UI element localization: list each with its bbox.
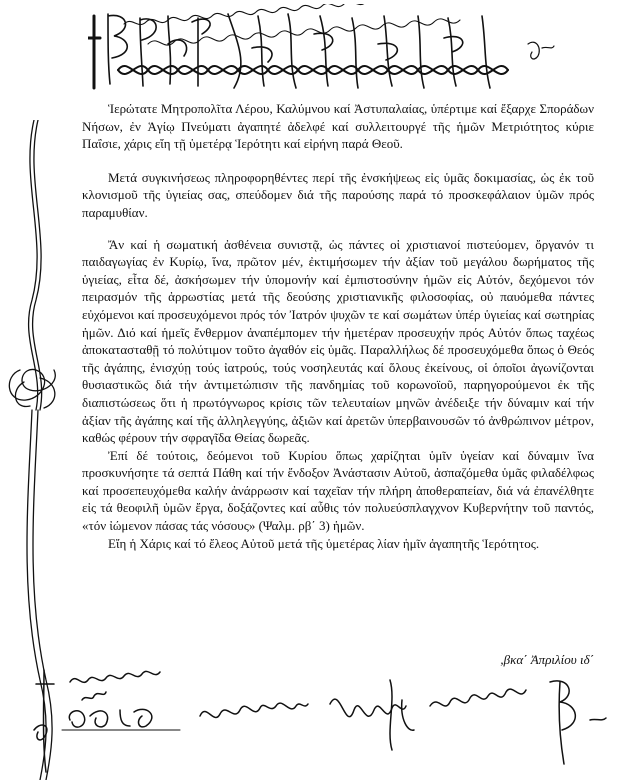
letter-paragraph-1: Μετά συγκινήσεως πληροφορηθέντες περί τῆς ἐνσκήψεως εἰς ὑμᾶς δοκιμασίας, ὡς ἐκ τοῦ κλονισμοῦ τῆς ὑγιείας σας, σπεύδομεν διά τῆς παρούσης παρά τό προσκεφάλαιον ὑμῶν πρός παραμυθίαν. (82, 169, 594, 220)
letter-closing: Εἴη ἡ Χάρις καί τό ἔλεος Αὐτοῦ μετά τῆς ὑμετέρας λίαν ἡμῖν ἀγαπητῆς Ἱερότητος. (108, 535, 540, 551)
handwritten-signature (30, 660, 620, 775)
header-calligraphy (88, 4, 558, 96)
letter-body (82, 100, 594, 552)
letter-salutation: Ἱερώτατε Μητροπολῖτα Λέρου, Καλύμνου καί Ἀστυπαλαίας, ὑπέρτιμε καί ἔξαρχε Σποράδων Νήσων, ἐν Ἁγίῳ Πνεύματι ἀγαπητέ ἀδελφέ καί συλλειτουργέ τῆς ἡμῶν Μετριότητος κύριε Παΐσιε, χάρις εἴη τῇ ὑμετέρᾳ Ἱερότητι καί εἰρήνη παρά Θεοῦ. (82, 101, 594, 152)
letter-date: ,βκα΄ Ἀπριλίου ιδ΄ (500, 652, 594, 667)
letter-paragraph-2: Ἄν καί ἡ σωματική ἀσθένεια συνιστᾷ, ὡς πάντες οἱ χριστιανοί πιστεύομεν, ὄργανόν τι παιδαγωγίας ἐν Κυρίῳ, ἵνα, πρῶτον μέν, ἐκτιμήσωμεν τήν ἀξίαν τοῦ μεγάλου δωρήματος τῆς ὑγιείας, εἶτα δέ, ἀσκήσωμεν τήν ὑπομονήν καί ἐμπιστοσύνην ἡμῶν εἰς Αὐτόν, δεχόμενοι τόν πειρασμόν τῆς ἀρρωστίας μετά τῆς δεούσης χριστιανικῆς φιλοσοφίας, οὐ παυόμεθα πάντες εὐχόμενοι καί προσευχόμενοι πρός τόν Ἰατρόν ψυχῶν τε καί σωμάτων ὑπέρ ὑγιείας καί σωτηρίας ἡμῶν. Διό καί ἡμεῖς ἔνθερμον ἀναπέμπομεν τήν ἡμετέραν προσευχήν πρός Αὐτόν ὅπως ταχέως ἀποκατασταθῇ τό πολύτιμον τοῦτο ἀγαθόν εἰς ὑμᾶς. Παραλλήλως δέ προσευχόμεθα ὅπως ὁ Θεός τῆς ἀγάπης, ἐνισχύῃ τούς ἰατρούς, τούς νοσηλευτάς καί ὅλους ἐκείνους, οἱ ὁποῖοι ἀγωνίζονται θυσιαστικῶς διά τήν ἀντιμετώπισιν τῆς πανδημίας τοῦ κορωνοϊοῦ, παρηγορούμενοι ἐκ τῆς διαπιστώσεως ὅτι ἡ πρωτόγνωρος κρίσις τῶν τελευταίων μηνῶν ἀνέδειξε τήν δύναμιν καί τήν ἀξίαν τῆς ἀγάπης καί τῆς ἀλληλεγγύης, ἀξιῶν καί ἀρετῶν ὑπερβαινουσῶν τό ἀνθρώπινον μέτρον, καθώς φέρουν τήν σφραγῖδα Θείας δωρεᾶς. (82, 236, 594, 446)
letter-paragraph-3: Ἐπί δέ τούτοις, δεόμενοι τοῦ Κυρίου ὅπως χαρίζηται ὑμῖν ὑγείαν καί δύναμιν ἵνα προσκυνήσητε τά σεπτά Πάθη καί τήν ἔνδοξον Ἀνάστασιν Αὐτοῦ, ἀσπαζόμεθα ὑμᾶς φιλαδέλφως καί προσεπευχόμεθα καλήν ἀνάρρωσιν καί ταχεῖαν τήν πλήρη ἀποθεραπείαν, διά νά ἐπανέλθητε εἰς τά θεοφιλῆ ὑμῶν ἔργα, δοξάζοντες καί αὖθις τόν πολυεύσπλαγχνον Κυβερνήτην τοῦ παντός, «τόν ἰώμενον πάσας τάς νόσους» (Ψαλμ. ρβ΄ 3) ἡμῶν. (82, 447, 594, 534)
